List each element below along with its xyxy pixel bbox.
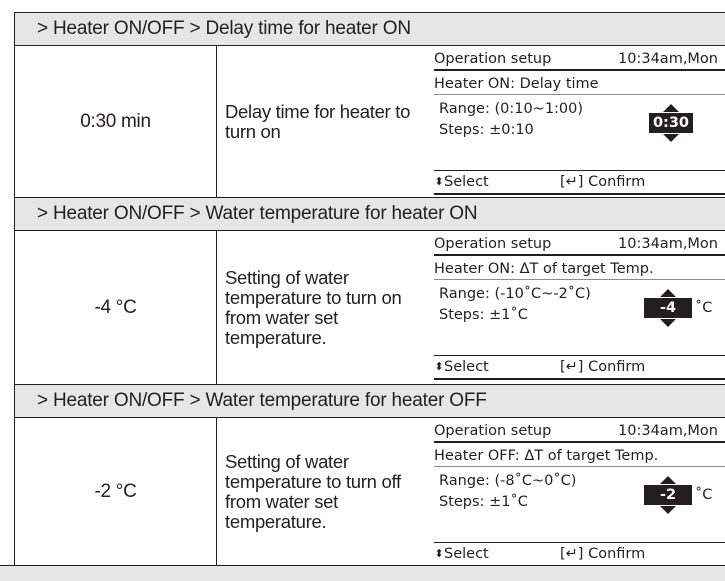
- lcd-title-bar: [434, 49, 725, 71]
- lcd-footer: [434, 542, 725, 567]
- confirm-label[interactable]: [↵] Confirm: [560, 174, 646, 190]
- updown-icon: ⬍: [434, 547, 444, 560]
- lcd-title: Operation setup: [434, 236, 552, 252]
- arrow-down-icon[interactable]: [660, 319, 676, 327]
- stepper-value: 0:30: [649, 113, 693, 133]
- next-section-band: [0, 565, 725, 581]
- table-row-water-temp-off: [15, 418, 725, 566]
- arrow-up-icon[interactable]: [663, 104, 679, 112]
- stepper-value: -4: [644, 298, 692, 318]
- lcd-clock: 10:34am,Mon: [618, 236, 718, 252]
- stepper-value: -2: [644, 485, 692, 505]
- lcd-title: Operation setup: [434, 51, 552, 67]
- description: Delay time for heater to turn on: [225, 100, 411, 142]
- lcd-footer: [434, 355, 725, 380]
- arrow-down-icon[interactable]: [660, 506, 676, 514]
- confirm-label[interactable]: [↵] Confirm: [560, 546, 646, 562]
- lcd-subtitle: Heater ON: Delay time: [434, 74, 725, 95]
- section-header-delay-time: > Heater ON/OFF > Delay time for heater ON: [15, 13, 725, 46]
- lcd-screen: [434, 46, 725, 197]
- lcd-title-bar: [434, 234, 725, 256]
- table-row-delay-time: [15, 46, 725, 198]
- value-stepper[interactable]: [644, 289, 692, 327]
- lcd-screen: [434, 418, 725, 565]
- lcd-steps: Steps: ±1˚C: [439, 307, 528, 323]
- section-header-water-temp-off: > Heater ON/OFF > Water temperature for heater OFF: [15, 385, 725, 418]
- lcd-range: Range: (0:10~1:00): [439, 101, 584, 117]
- lcd-range: Range: (-8˚C~0˚C): [439, 473, 577, 489]
- unit-label: ˚C: [695, 300, 713, 316]
- lcd-subtitle: Heater OFF: ΔT of target Temp.: [434, 446, 725, 467]
- default-value: 0:30 min: [15, 46, 217, 197]
- description: Setting of water temperature to turn on from water set temperature.: [225, 266, 402, 348]
- lcd-title: Operation setup: [434, 423, 552, 439]
- select-label[interactable]: Select: [444, 359, 489, 375]
- updown-icon: ⬍: [434, 175, 444, 188]
- lcd-steps: Steps: ±0:10: [439, 122, 534, 138]
- lcd-clock: 10:34am,Mon: [618, 51, 718, 67]
- lcd-steps: Steps: ±1˚C: [439, 494, 528, 510]
- updown-icon: ⬍: [434, 360, 444, 373]
- lcd-footer: [434, 170, 725, 195]
- table-row-water-temp-on: [15, 231, 725, 385]
- default-value: -4 °C: [15, 231, 217, 384]
- arrow-down-icon[interactable]: [663, 134, 679, 142]
- lcd-range: Range: (-10˚C~-2˚C): [439, 286, 591, 302]
- value-stepper[interactable]: [644, 476, 692, 514]
- default-value: -2 °C: [15, 418, 217, 565]
- unit-label: ˚C: [695, 487, 713, 503]
- section-header-water-temp-on: > Heater ON/OFF > Water temperature for heater ON: [15, 198, 725, 231]
- description: Setting of water temperature to turn off from water set temperature.: [225, 450, 401, 532]
- select-label[interactable]: Select: [444, 174, 489, 190]
- lcd-title-bar: [434, 421, 725, 443]
- select-label[interactable]: Select: [444, 546, 489, 562]
- lcd-clock: 10:34am,Mon: [618, 423, 718, 439]
- confirm-label[interactable]: [↵] Confirm: [560, 359, 646, 375]
- value-stepper[interactable]: [649, 104, 693, 142]
- lcd-subtitle: Heater ON: ΔT of target Temp.: [434, 259, 725, 280]
- lcd-screen: [434, 231, 725, 384]
- arrow-up-icon[interactable]: [660, 476, 676, 484]
- arrow-up-icon[interactable]: [660, 289, 676, 297]
- settings-table: [14, 12, 725, 581]
